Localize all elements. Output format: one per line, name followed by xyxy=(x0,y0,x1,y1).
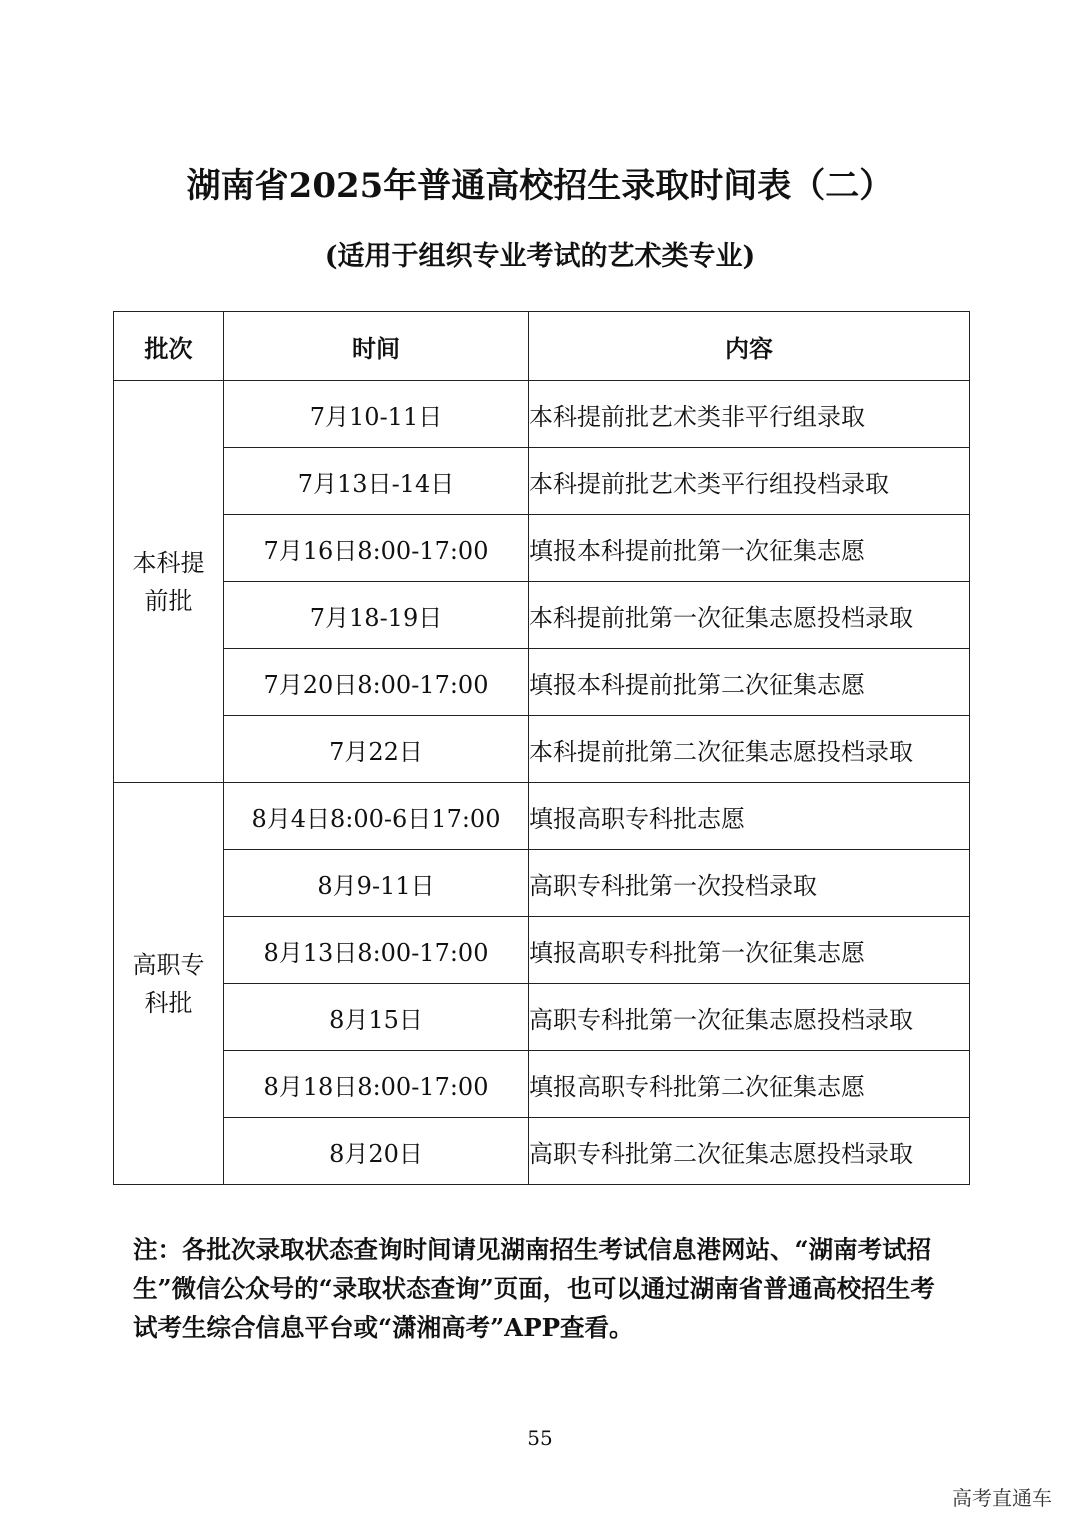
table-row xyxy=(114,1118,970,1185)
table-row xyxy=(114,381,970,448)
table-row xyxy=(114,515,970,582)
content-cell: 本科提前批第一次征集志愿投档录取 xyxy=(529,582,970,649)
header-content: 内容 xyxy=(529,312,970,381)
time-cell: 7月20日8:00-17:00 xyxy=(224,649,529,716)
batch-cell-vocational xyxy=(114,783,224,1185)
document-subtitle: (适用于组织专业考试的艺术类专业) xyxy=(324,241,756,272)
content-cell: 填报高职专科批第二次征集志愿 xyxy=(529,1051,970,1118)
page-number: 55 xyxy=(527,1426,553,1450)
time-cell: 7月10-11日 xyxy=(224,381,529,448)
time-cell: 8月15日 xyxy=(224,984,529,1051)
header-batch: 批次 xyxy=(114,312,224,381)
content-cell: 本科提前批艺术类平行组投档录取 xyxy=(529,448,970,515)
time-cell: 7月18-19日 xyxy=(224,582,529,649)
content-cell: 本科提前批第二次征集志愿投档录取 xyxy=(529,716,970,783)
content-cell: 本科提前批艺术类非平行组录取 xyxy=(529,381,970,448)
content-cell: 高职专科批第一次征集志愿投档录取 xyxy=(529,984,970,1051)
content-cell: 高职专科批第一次投档录取 xyxy=(529,850,970,917)
content-cell: 填报本科提前批第二次征集志愿 xyxy=(529,649,970,716)
batch-label: 本科提前批 xyxy=(132,548,205,615)
table-row xyxy=(114,582,970,649)
table-row xyxy=(114,984,970,1051)
time-cell: 8月20日 xyxy=(224,1118,529,1185)
watermark-text: 高考直通车 xyxy=(952,1486,1052,1510)
time-cell: 8月4日8:00-6日17:00 xyxy=(224,783,529,850)
schedule-table xyxy=(113,311,970,1185)
footnote: 注：各批次录取状态查询时间请见湖南招生考试信息港网站、“湖南考试招生”微信公众号的“录取状态查询”页面，也可以通过湖南省普通高校招生考试考生综合信息平台或“潇湘高考”APP查看。 xyxy=(133,1235,935,1342)
time-cell: 7月22日 xyxy=(224,716,529,783)
time-cell: 8月18日8:00-17:00 xyxy=(224,1051,529,1118)
document-title: 湖南省2025年普通高校招生录取时间表（二） xyxy=(186,166,894,206)
table-row xyxy=(114,649,970,716)
table-row xyxy=(114,448,970,515)
content-cell: 高职专科批第二次征集志愿投档录取 xyxy=(529,1118,970,1185)
content-cell: 填报高职专科批第一次征集志愿 xyxy=(529,917,970,984)
batch-label: 高职专科批 xyxy=(132,950,205,1017)
batch-cell-undergraduate xyxy=(114,381,224,783)
content-cell: 填报本科提前批第一次征集志愿 xyxy=(529,515,970,582)
table-row xyxy=(114,917,970,984)
header-time: 时间 xyxy=(224,312,529,381)
time-cell: 8月9-11日 xyxy=(224,850,529,917)
time-cell: 7月16日8:00-17:00 xyxy=(224,515,529,582)
table-row xyxy=(114,1051,970,1118)
table-row xyxy=(114,716,970,783)
time-cell: 7月13日-14日 xyxy=(224,448,529,515)
table-header-row xyxy=(114,312,970,381)
content-cell: 填报高职专科批志愿 xyxy=(529,783,970,850)
table-row xyxy=(114,783,970,850)
table-row xyxy=(114,850,970,917)
time-cell: 8月13日8:00-17:00 xyxy=(224,917,529,984)
